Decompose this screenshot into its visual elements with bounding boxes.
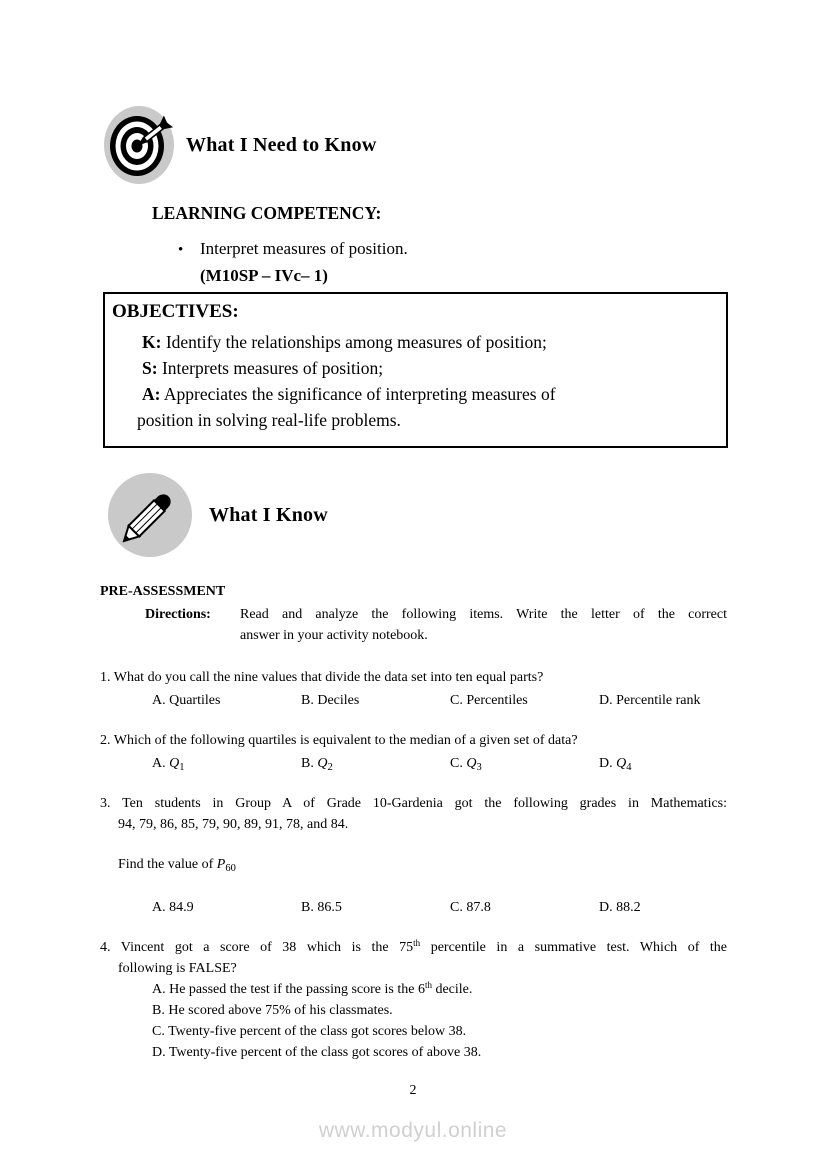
- directions-line2: answer in your activity notebook.: [240, 628, 428, 643]
- page-title: What I Need to Know: [186, 133, 377, 156]
- objective-k-text: Identify the relationships among measures of position;: [165, 332, 547, 352]
- option-a-seg1: A. He passed the test if the passing score is the 6: [152, 982, 425, 997]
- question-3-text: Ten students in Group A of Grade 10-Gardenia got the following grades in Mathematics:: [122, 796, 728, 811]
- directions-label: Directions:: [145, 607, 211, 622]
- find-text: Find the value of: [118, 857, 214, 872]
- option-a: [152, 753, 301, 774]
- objective-s-key: S:: [142, 358, 158, 378]
- question-3-stem-line1: [100, 793, 727, 814]
- learning-competency-section: [152, 202, 408, 288]
- option-c: C. Twenty-five percent of the class got scores below 38.: [152, 1024, 467, 1039]
- question-2-text: Which of the following quartiles is equivalent to the median of a given set of data?: [113, 733, 578, 748]
- option-d-subscript: 4: [626, 762, 632, 773]
- option-c: [450, 753, 599, 774]
- option-a-variable: Q: [169, 756, 180, 771]
- option-b-variable: Q: [317, 756, 328, 771]
- objectives-list: [137, 329, 718, 433]
- competency-bullet-item: [152, 236, 408, 263]
- competency-code: (M10SP – IVc– 1): [200, 266, 328, 285]
- question-1-options: [100, 690, 727, 711]
- objective-a-text-line2: position in solving real-life problems.: [137, 410, 401, 430]
- question-4-number: 4.: [100, 940, 111, 955]
- option-a-superscript: th: [424, 980, 432, 990]
- competency-text: Interpret measures of position.: [200, 239, 408, 258]
- watermark: www.modyul.online: [318, 1119, 508, 1142]
- objective-a-text: Appreciates the significance of interpreting measures of: [163, 384, 556, 404]
- option-c-variable: Q: [466, 756, 477, 771]
- option-b-label: B.: [301, 756, 314, 771]
- option-d: [599, 753, 727, 774]
- question-3-number: 3.: [100, 796, 111, 811]
- option-c-label: C.: [450, 756, 463, 771]
- question-4-stem-line1: [100, 937, 727, 958]
- objective-k-key: K:: [142, 332, 162, 352]
- find-subscript: 60: [225, 863, 236, 874]
- question-4-stem-line2: following is FALSE?: [118, 961, 237, 976]
- objective-s: [142, 355, 718, 381]
- option-b: [301, 753, 450, 774]
- option-d-label: D.: [599, 756, 613, 771]
- option-b: B. 86.5: [301, 900, 342, 915]
- option-b-subscript: 2: [327, 762, 333, 773]
- option-d-variable: Q: [616, 756, 627, 771]
- question-2-options: [100, 753, 727, 774]
- objectives-box: [103, 292, 728, 448]
- option-a-seg2: decile.: [431, 982, 473, 997]
- question-3-options: [100, 897, 727, 918]
- section-header-what-i-know: [107, 472, 328, 558]
- question-4-superscript: th: [413, 938, 421, 948]
- option-c-subscript: 3: [476, 762, 482, 773]
- page-number: 2: [409, 1083, 417, 1098]
- question-3-find-line: [100, 854, 727, 875]
- option-a: A. 84.9: [152, 900, 194, 915]
- option-a: A. Quartiles: [152, 693, 221, 708]
- pencil-icon: [107, 472, 193, 558]
- option-b: B. He scored above 75% of his classmates.: [152, 1003, 393, 1018]
- option-d: D. Twenty-five percent of the class got scores of above 38.: [152, 1045, 482, 1060]
- option-a: [100, 979, 727, 1000]
- question-4-text-seg2: percentile in a summative test. Which of the: [420, 940, 728, 955]
- option-a-subscript: 1: [179, 762, 185, 773]
- option-b: B. Deciles: [301, 693, 360, 708]
- question-4-text-seg1: Vincent got a score of 38 which is the 75: [120, 940, 414, 955]
- section-header-what-i-need-to-know: [103, 105, 376, 185]
- find-variable: P: [216, 857, 226, 872]
- bullet-icon: •: [178, 242, 184, 258]
- directions-text: [240, 604, 727, 646]
- option-a-label: A.: [152, 756, 166, 771]
- question-4: [100, 937, 727, 1063]
- question-2: [100, 730, 727, 774]
- question-2-number: 2.: [100, 733, 111, 748]
- directions-line1: Read and analyze the following items. Write the letter of the correct: [240, 607, 727, 622]
- objective-a: [137, 381, 718, 433]
- objectives-heading: OBJECTIVES:: [112, 301, 239, 322]
- question-3-stem-line2: 94, 79, 86, 85, 79, 90, 89, 91, 78, and 84.: [118, 817, 349, 832]
- option-d: D. 88.2: [599, 900, 641, 915]
- question-3: [100, 793, 727, 918]
- question-1: [100, 667, 727, 711]
- question-2-stem: [100, 730, 727, 751]
- option-c: C. 87.8: [450, 900, 491, 915]
- option-c: C. Percentiles: [450, 693, 528, 708]
- section-title: What I Know: [209, 503, 328, 526]
- learning-competency-heading: LEARNING COMPETENCY:: [152, 203, 382, 223]
- directions-block: [145, 604, 727, 646]
- question-1-stem: [100, 667, 727, 688]
- question-1-number: 1.: [100, 670, 111, 685]
- preassessment-heading: PRE-ASSESSMENT: [100, 584, 226, 599]
- target-dart-icon: [103, 105, 175, 185]
- objective-a-key: A:: [142, 384, 161, 404]
- question-1-text: What do you call the nine values that divide the data set into ten equal parts?: [113, 670, 544, 685]
- objective-k: [142, 329, 718, 355]
- option-d: D. Percentile rank: [599, 693, 701, 708]
- objective-s-text: Interprets measures of position;: [161, 358, 384, 378]
